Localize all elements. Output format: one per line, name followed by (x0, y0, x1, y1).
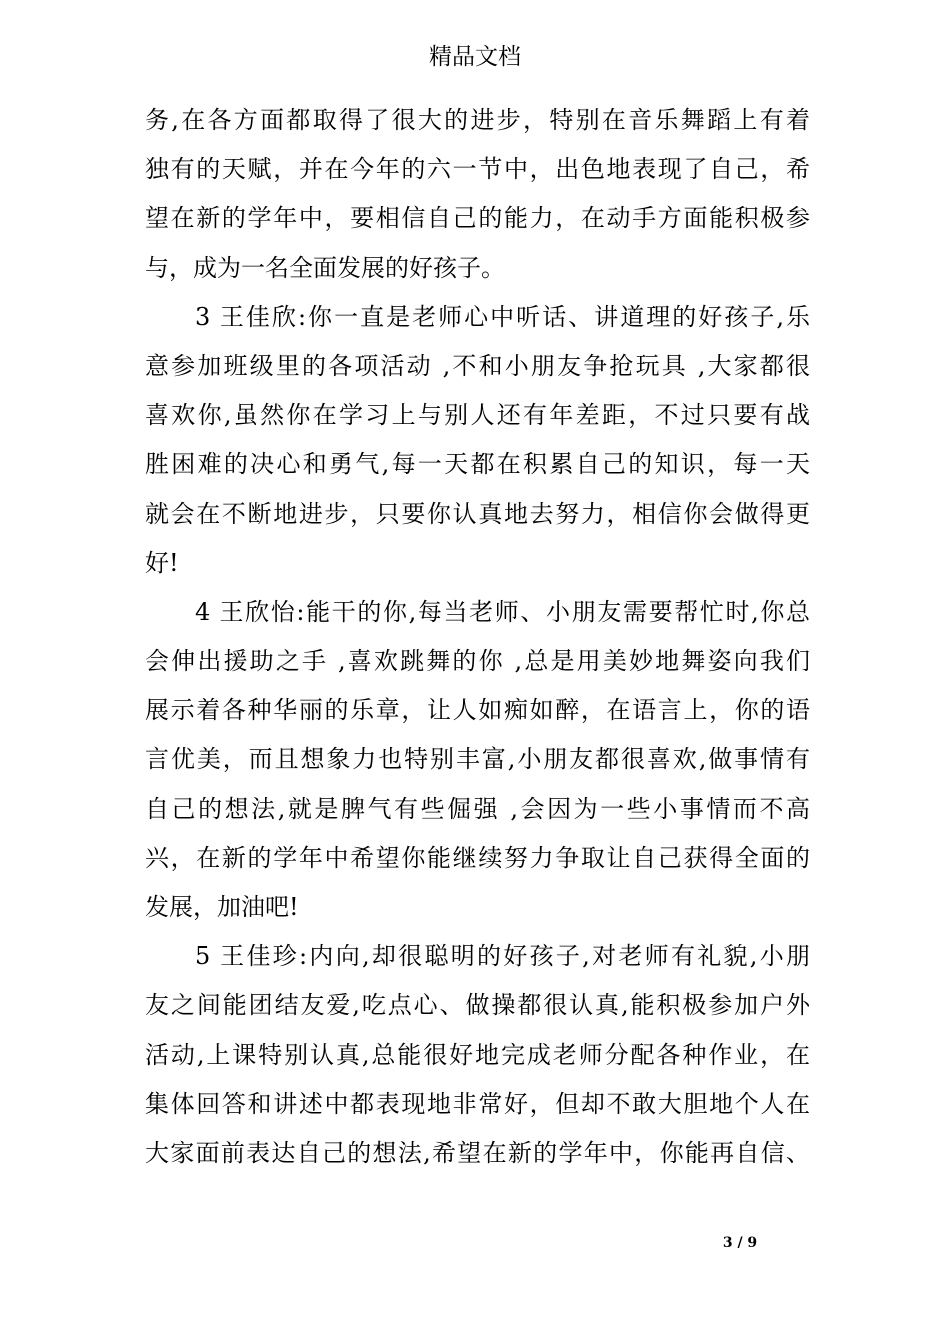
text-line: 自己的想法,就是脾气有些倔强 ,会因为一些小事情而不高 (145, 794, 810, 823)
page-number: 3 / 9 (722, 1235, 758, 1251)
text-line: 活动,上课特别认真,总能很好地完成老师分配各种作业，在 (145, 1040, 810, 1069)
text-line: 发展，加油吧! (145, 893, 299, 921)
text-line: 就会在不断地进步，只要你认真地去努力，相信你会做得更 (145, 499, 810, 528)
text-line: 集体回答和讲述中都表现地非常好，但却不敢大胆地个人在 (145, 1089, 810, 1118)
text-line: 5 王佳珍:内向,却很聪明的好孩子,对老师有礼貌,小朋 (195, 942, 810, 971)
page-header-title: 精品文档 (429, 44, 521, 70)
text-line: 胜困难的决心和勇气,每一天都在积累自己的知识，每一天 (145, 450, 810, 479)
text-line: 望在新的学年中，要相信自己的能力，在动手方面能积极参 (145, 204, 810, 233)
text-line: 独有的天赋，并在今年的六一节中，出色地表现了自己，希 (145, 155, 810, 184)
body-text (145, 96, 810, 1178)
text-line: 展示着各种华丽的乐章，让人如痴如醉，在语言上，你的语 (145, 696, 810, 725)
text-line: 友之间能团结友爱,吃点心、做操都很认真,能积极参加户外 (145, 991, 810, 1020)
text-line: 意参加班级里的各项活动 ,不和小朋友争抢玩具 ,大家都很 (145, 351, 810, 380)
text-line: 与，成为一名全面发展的好孩子。 (145, 253, 505, 282)
text-line: 大家面前表达自己的想法,希望在新的学年中，你能再自信、 (145, 1138, 810, 1167)
text-line: 好! (145, 548, 179, 577)
text-line: 兴，在新的学年中希望你能继续努力争取让自己获得全面的 (145, 843, 810, 872)
text-line: 会伸出援助之手 ,喜欢跳舞的你 ,总是用美妙地舞姿向我们 (145, 647, 810, 676)
text-line: 言优美，而且想象力也特别丰富,小朋友都很喜欢,做事情有 (145, 745, 810, 774)
text-line: 3 王佳欣:你一直是老师心中听话、讲道理的好孩子,乐 (195, 302, 810, 331)
text-line: 务,在各方面都取得了很大的进步，特别在音乐舞蹈上有着 (145, 106, 810, 134)
text-line: 4 王欣怡:能干的你,每当老师、小朋友需要帮忙时,你总 (195, 597, 810, 626)
text-line: 喜欢你,虽然你在学习上与别人还有年差距，不过只要有战 (145, 401, 810, 430)
